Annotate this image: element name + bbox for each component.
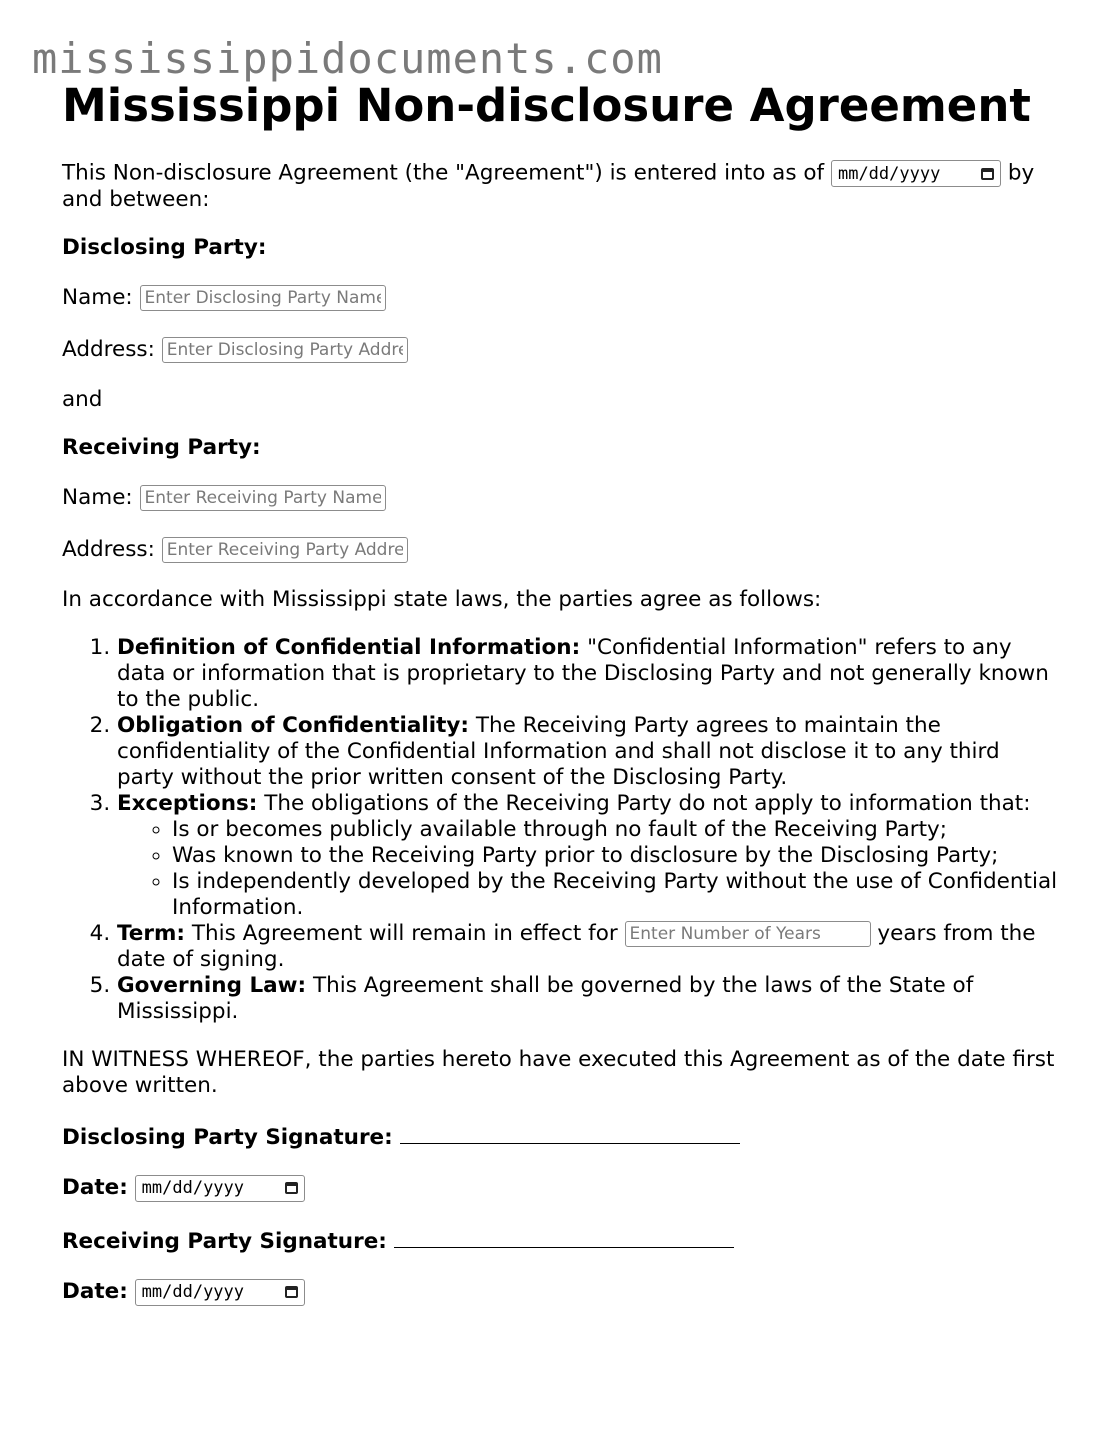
disclosing-signature-line[interactable] [400, 1121, 740, 1144]
receiving-name-label: Name: [62, 485, 133, 510]
page-title: Mississippi Non-disclosure Agreement [62, 79, 1031, 132]
intro-paragraph [62, 160, 1062, 213]
exception-item: ◦ Is or becomes publicly available through no fault of the Receiving Party; [172, 817, 1062, 843]
receiving-party-heading: Receiving Party: [62, 435, 261, 460]
term-text-after: years from the date of signing. [117, 921, 1036, 972]
intro-text-after: by and between: [62, 160, 1035, 212]
disclosing-name-row [62, 283, 1062, 313]
clause-definition [117, 635, 1062, 713]
receiving-name-row [62, 483, 1062, 513]
watermark: mississippidocuments.com [32, 34, 663, 83]
disclosing-date-row [62, 1173, 1062, 1203]
receiving-address-input[interactable] [162, 537, 408, 563]
clause-term [117, 921, 1062, 973]
disclosing-address-input[interactable] [162, 337, 408, 363]
clause-title: Governing Law: [117, 973, 307, 998]
disclosing-name-label: Name: [62, 285, 133, 310]
calendar-icon[interactable] [285, 1182, 298, 1194]
receiving-signature-row [62, 1225, 1062, 1255]
clause-text: This Agreement shall be governed by the laws of the State of Mississippi. [117, 973, 974, 1024]
clause-title: Exceptions: [117, 791, 258, 816]
date-label: Date: [62, 1175, 128, 1200]
disclosing-signature-label: Disclosing Party Signature: [62, 1125, 393, 1150]
clause-title: Term: [117, 921, 185, 946]
term-years-input[interactable] [625, 921, 871, 947]
clause-exceptions [117, 791, 1062, 921]
clause-text: "Confidential Information" refers to any data or information that is proprietary to the Disclosing Party and not generally known to the public. [117, 635, 1049, 712]
receiving-signature-label: Receiving Party Signature: [62, 1229, 387, 1254]
exception-item: ◦ Is independently developed by the Receiving Party without the use of Confidential Information. [172, 869, 1062, 921]
disclosing-date-input[interactable] [135, 1175, 305, 1202]
intro-text-before: This Non-disclosure Agreement (the "Agreement") is entered into as of [62, 160, 825, 186]
document-page [62, 78, 1062, 1307]
calendar-icon[interactable] [285, 1286, 298, 1298]
clause-governing-law [117, 973, 1062, 1025]
clause-text: The obligations of the Receiving Party do not apply to information that: [264, 791, 1031, 816]
disclosing-address-row [62, 335, 1062, 365]
accordance-text: In accordance with Mississippi state laws, the parties agree as follows: [62, 587, 822, 612]
clause-title: Definition of Confidential Information: [117, 635, 581, 660]
receiving-address-label: Address: [62, 537, 155, 562]
agreement-date-input[interactable] [831, 160, 1001, 187]
disclosing-signature-row [62, 1121, 1062, 1151]
receiving-signature-line[interactable] [394, 1225, 734, 1248]
and-text: and [62, 387, 103, 412]
clause-title: Obligation of Confidentiality: [117, 713, 469, 738]
receiving-address-row [62, 535, 1062, 565]
date-placeholder: mm/dd/yyyy [837, 163, 941, 184]
clause-text: The Receiving Party agrees to maintain the confidentiality of the Confidential Information and shall not disclose it to any third party without the prior written consent of the Disclosing Party. [117, 713, 1000, 790]
receiving-date-input[interactable] [135, 1279, 305, 1306]
clauses-list [62, 635, 1062, 1025]
disclosing-party-heading: Disclosing Party: [62, 235, 267, 260]
date-placeholder: mm/dd/yyyy [141, 1178, 245, 1198]
clause-obligation [117, 713, 1062, 791]
exception-item: ◦ Was known to the Receiving Party prior to disclosure by the Disclosing Party; [172, 843, 1062, 869]
witness-text: IN WITNESS WHEREOF, the parties hereto have executed this Agreement as of the date first above written. [62, 1047, 1055, 1098]
disclosing-name-input[interactable] [140, 285, 386, 311]
date-label: Date: [62, 1279, 128, 1304]
calendar-icon[interactable] [981, 168, 994, 180]
receiving-date-row [62, 1277, 1062, 1307]
date-placeholder: mm/dd/yyyy [141, 1282, 245, 1302]
receiving-name-input[interactable] [140, 485, 386, 511]
disclosing-address-label: Address: [62, 337, 155, 362]
exceptions-list [117, 817, 1062, 921]
term-text-before: This Agreement will remain in effect for [191, 921, 618, 946]
